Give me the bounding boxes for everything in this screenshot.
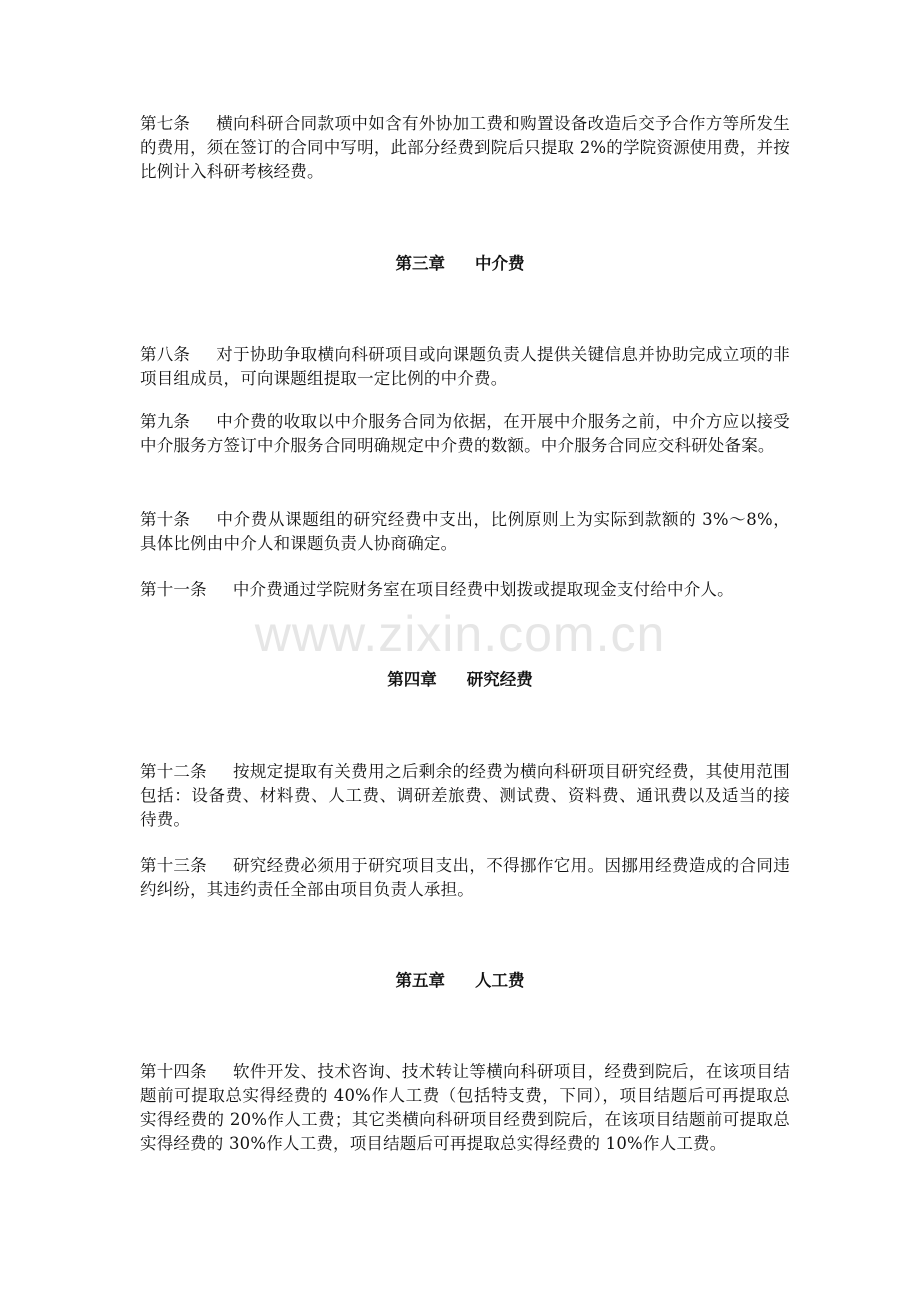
- chapter-number: 第三章: [395, 254, 445, 273]
- article-14: [140, 1060, 790, 1156]
- article-8: [140, 343, 790, 391]
- article-number: 第十一条: [140, 580, 207, 599]
- article-11: [140, 578, 800, 602]
- article-text: 按规定提取有关费用之后剩余的经费为横向科研项目研究经费，其使用范围包括：设备费、材料费、人工费、调研差旅费、测试费、资料费、通讯费以及适当的接待费。: [140, 762, 790, 829]
- article-number: 第十条: [140, 510, 191, 529]
- chapter-title: 中介费: [475, 254, 525, 273]
- chapter-4-heading: [0, 668, 920, 692]
- chapter-3-heading: [0, 252, 920, 276]
- article-9: [140, 410, 790, 458]
- article-number: 第七条: [140, 114, 191, 133]
- article-text: 对于协助争取横向科研项目或向课题负责人提供关键信息并协助完成立项的非项目组成员，可向课题组提取一定比例的中介费。: [140, 345, 790, 388]
- article-number: 第十四条: [140, 1062, 207, 1081]
- article-10: [140, 508, 790, 556]
- article-13: [140, 854, 790, 902]
- article-text: 中介费从课题组的研究经费中支出，比例原则上为实际到款额的 3%～8%，具体比例由中介人和课题负责人协商确定。: [140, 510, 790, 553]
- article-number: 第十二条: [140, 762, 207, 781]
- article-number: 第十三条: [140, 856, 207, 875]
- article-text: 研究经费必须用于研究项目支出，不得挪作它用。因挪用经费造成的合同违约纠纷，其违约责任全部由项目负责人承担。: [140, 856, 790, 899]
- article-text: 横向科研合同款项中如含有外协加工费和购置设备改造后交予合作方等所发生的费用，须在签订的合同中写明，此部分经费到院后只提取 2%的学院资源使用费，并按比例计入科研考核经费。: [140, 114, 790, 181]
- article-number: 第九条: [140, 412, 191, 431]
- article-text: 中介费的收取以中介服务合同为依据，在开展中介服务之前，中介方应以接受中介服务方签订中介服务合同明确规定中介费的数额。中介服务合同应交科研处备案。: [140, 412, 790, 455]
- article-text: 软件开发、技术咨询、技术转让等横向科研项目，经费到院后，在该项目结题前可提取总实得经费的 40%作人工费（包括特支费，下同），项目结题后可再提取总实得经费的 20%作人工费；其它类横向科研项目经费到院后，在该项目结题前可提取总实得经费的 30%作人工费，项目结题后可再提取总实得经费的 10%作人工费。: [140, 1062, 790, 1153]
- chapter-title: 研究经费: [466, 670, 533, 689]
- article-12: [140, 760, 790, 832]
- chapter-title: 人工费: [475, 971, 525, 990]
- watermark: www.zixin.com.cn: [254, 606, 666, 662]
- chapter-5-heading: [0, 969, 920, 993]
- article-7: [140, 112, 790, 184]
- chapter-number: 第四章: [387, 670, 437, 689]
- chapter-number: 第五章: [395, 971, 445, 990]
- article-number: 第八条: [140, 345, 191, 364]
- article-text: 中介费通过学院财务室在项目经费中划拨或提取现金支付给中介人。: [232, 580, 734, 599]
